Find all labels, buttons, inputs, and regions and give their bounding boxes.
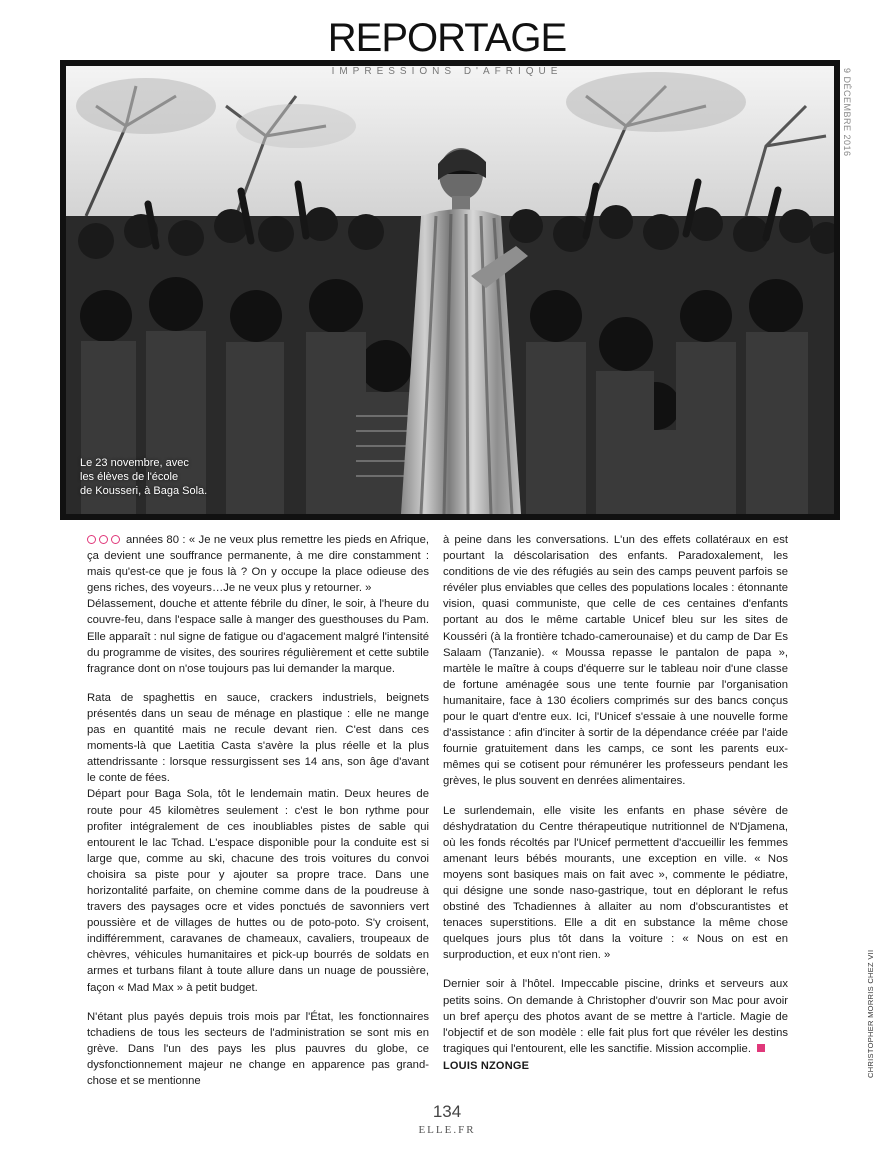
paragraph: Départ pour Baga Sola, tôt le lendemain matin. Deux heures de route pour 45 kilomètres seulement : c'est le bon rythme pour profiter intégralement de ces inoubliables pistes de sable qui entourent le lac Tchad. L'espace disponible pour la conduite est si large que, comme au ski, chacune des trois voitures du convoi choisira sa piste pour y ajouter sa propre trace. Dans une horizontalité parfaite, on chemine comme dans de la poudreuse à travers des paysages ocre et vides ponctués de savonniers vert poussière et de villages de huttes ou de poto-poto. S'y croisent, indifféremment, caravanes de chameaux, cavaliers, troupeaux de chèvres, véhicules humanitaires et pick-up bourrés de soldats en armes et turbans filant à toute allure dans un nuage de poussière, façon « Mad Max » à petit budget. <box>87 788 429 994</box>
paragraph-text: Dernier soir à l'hôtel. Impeccable piscine, drinks et serveurs aux petits soins. On demande à Christopher d'ouvrir son Mac pour avoir un bref aperçu des photos avant de se mettre à l'article. Magie de l'objectif et de son modèle : elle fait plus fort que révéler les destins tragiques qui l'entourent, elle les sanctifie. Mission accomplie. <box>443 978 788 1055</box>
issue-date-text: 9 DÉCEMBRE 2016 <box>842 68 852 157</box>
paragraph: à peine dans les conversations. L'un des effets collatéraux en est pourtant la déscolarisation des enfants. Paradoxalement, les conditions de vie des réfugiés au sein des camps peuvent parfois se révéler plus enviables que celles des populations locales : étonnante vision, quasi communiste, que celle de ces centaines d'enfants portant au dos le même cartable Unicef bleu sur les sites de Kousséri (à la frontière tchado-camerounaise) et du camp de Dar Es Salaam (Tanzanie). « Moussa repasse le pantalon de papa », martèle le maître à coups d'équerre sur le tableau noir d'une classe de fortune aménagée sous une tente fournie par l'organisation humanitaire, face à 130 écoliers comprimés sur des bancs conçus pour le quart d'entre eux. Ici, l'Unicef s'essaie à une nouvelle forme d'assistance : afin d'inciter à sortir de la dépendance créée par l'aide fournie gratuitement dans les camps, ce sont les parents eux-mêmes qui se cotisent pour rémunérer les professeurs pendant les grèves, le plus souvent en denrées alimentaires. <box>443 534 788 788</box>
caption-line: les élèves de l'école <box>80 471 179 483</box>
brand-url: ELLE.FR <box>418 1124 476 1136</box>
kicker: IMPRESSIONS D'AFRIQUE <box>331 66 563 77</box>
photo-credit-text: CHRISTOPHER MORRIS CHEZ VII <box>866 949 875 1078</box>
caption-line: Le 23 novembre, avec <box>80 457 189 469</box>
paragraph: N'étant plus payés depuis trois mois par l'État, les fonctionnaires tchadiens de tous les secteurs de l'administration se sont mis en grève. Dans l'un des pays les plus pauvres du globe, ce dysfonctionnement majeur ne change en apparence pas grand-chose et se mentionne <box>87 1010 429 1087</box>
paragraph <box>443 976 788 1056</box>
issue-date <box>840 68 854 178</box>
paragraph: Délassement, douche et attente fébrile du dîner, le soir, à l'heure du couvre-feu, dans l'espace salle à manger des guesthouses du Pam. Elle apparaît : nul signe de fatigue ou d'agacement malgré l'intensité du programme de visites, des sourires régulièrement et cette subtile fragrance dont on n'ose toujours pas lui demander la marque. <box>87 598 429 675</box>
paragraph: Le surlendemain, elle visite les enfants en phase sévère de déshydratation du Centre thérapeutique nutritionnel de N'Djamena, où les fonds récoltés par l'Unicef permettent d'accueillir les femmes amenant leurs bébés mourants, une exception en ville. « Nos moyens sont basiques mais on fait avec », commente le pédiatre, qui désigne une sonde naso-gastrique, tout en déplorant le refus obstiné des Tchadiennes à allaiter au nom d'obscurantistes et tenaces superstitions. Elle a dit en substance la même chose quelques jours plus tôt dans la voiture : « Nous on est en surproduction, et eux n'ont rien. » <box>443 804 788 962</box>
article-column-right <box>443 532 788 1074</box>
photo-frame <box>60 60 840 520</box>
paragraph-text: années 80 : « Je ne veux plus remettre les pieds en Afrique, ça devient une souffrance permanente, à me dire constamment : mais qu'est-ce que je fous là ? On y occupe la place odieuse des gens riches, des voyeurs…Je ne veux plus y retourner. » <box>87 534 429 595</box>
photo-credit <box>866 950 878 1080</box>
continuation-dots-icon <box>87 535 120 544</box>
paragraph: Rata de spaghettis en sauce, crackers industriels, beignets présentés dans un seau de ménage en plastique : elle ne mange pas en quantité mais ne recule devant rien. C'est dans ces moments-là que Laetitia Casta s'avère la plus réelle et la plus attendrissante : lorsque ressurgissent ses 14 ans, son âge d'avant le conte de fées. <box>87 691 429 785</box>
end-mark-icon <box>757 1044 765 1052</box>
author-byline: LOUIS NZONGE <box>443 1059 530 1072</box>
reportage-photo <box>66 66 834 514</box>
article-column-left <box>87 532 429 1089</box>
paragraph <box>87 532 429 596</box>
page-number: 134 <box>432 1102 462 1121</box>
caption-line: de Kousseri, à Baga Sola. <box>80 485 208 497</box>
photo-caption <box>80 456 240 498</box>
section-title: REPORTAGE <box>327 16 567 60</box>
photo-illustration <box>66 66 834 514</box>
